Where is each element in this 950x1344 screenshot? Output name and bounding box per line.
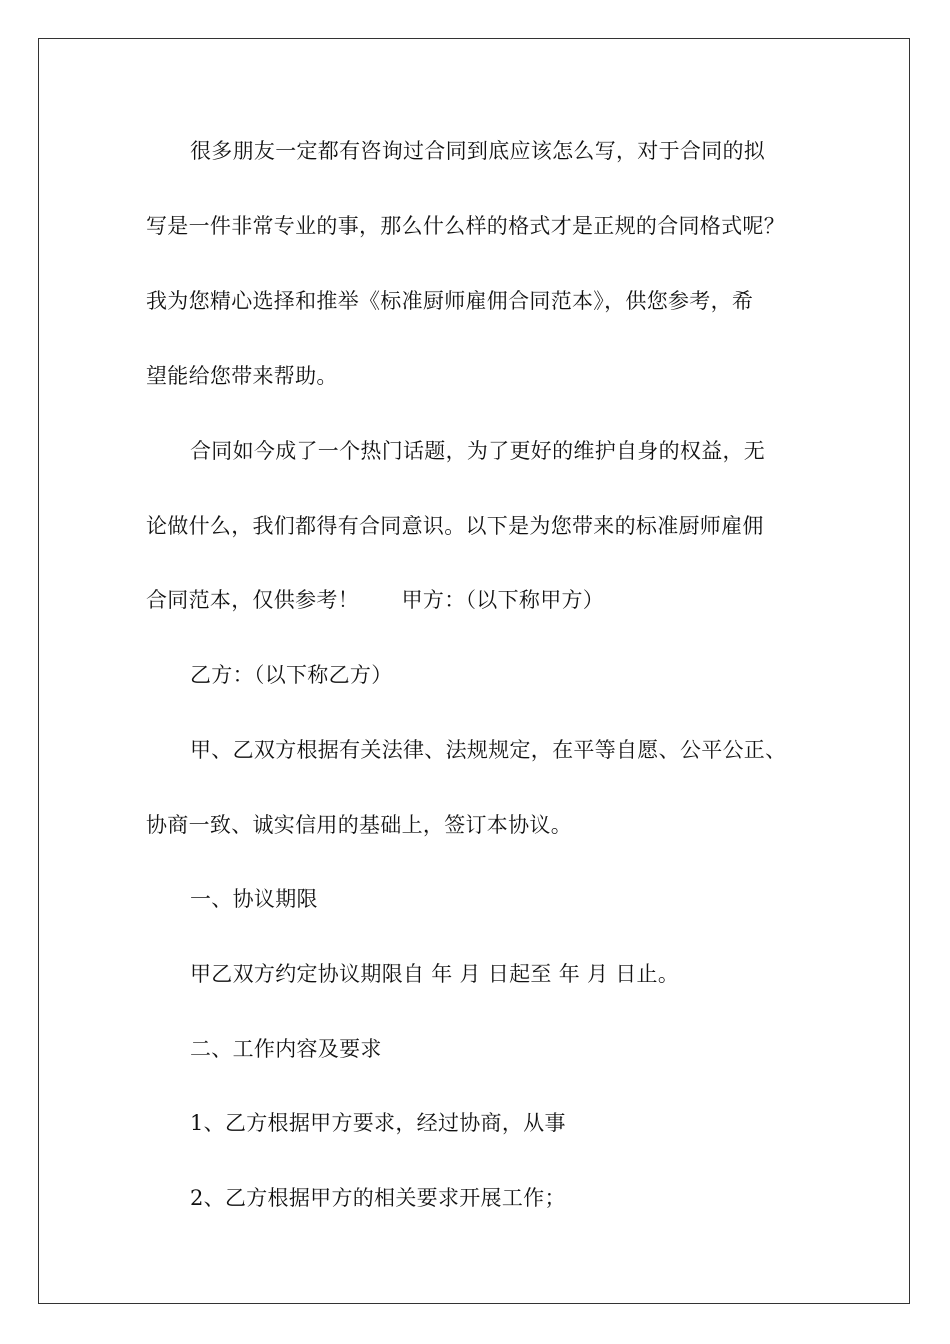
list-item: 2、乙方根据甲方的相关要求开展工作； bbox=[190, 1186, 566, 1210]
paragraph-line: 我为您精心选择和推举《标准厨师雇佣合同范本》，供您参考，希 bbox=[146, 289, 754, 313]
paragraph-line: 写是一件非常专业的事，那么什么样的格式才是正规的合同格式呢？ bbox=[146, 214, 785, 238]
paragraph-line: 甲、乙双方根据有关法律、法规规定，在平等自愿、公平公正、 bbox=[190, 738, 787, 762]
paragraph-line: 望能给您带来帮助。 bbox=[146, 364, 338, 388]
paragraph-line: 甲乙双方约定协议期限自 年 月 日起至 年 月 日止。 bbox=[190, 962, 680, 986]
paragraph-line: 论做什么，我们都得有合同意识。以下是为您带来的标准厨师雇佣 bbox=[146, 514, 764, 538]
paragraph-line: 很多朋友一定都有咨询过合同到底应该怎么写，对于合同的拟 bbox=[190, 139, 766, 163]
list-item: 1、乙方根据甲方要求，经过协商，从事 bbox=[190, 1111, 566, 1135]
paragraph-line: 协商一致、诚实信用的基础上，签订本协议。 bbox=[146, 813, 572, 837]
section-heading: 二、工作内容及要求 bbox=[190, 1037, 382, 1061]
section-heading: 一、协议期限 bbox=[190, 887, 318, 911]
paragraph-line: 乙方：（以下称乙方） bbox=[190, 663, 393, 687]
paragraph-line: 合同如今成了一个热门话题，为了更好的维护自身的权益，无 bbox=[190, 439, 766, 463]
paragraph-line: 合同范本，仅供参考！ 甲方：（以下称甲方） bbox=[146, 588, 605, 612]
